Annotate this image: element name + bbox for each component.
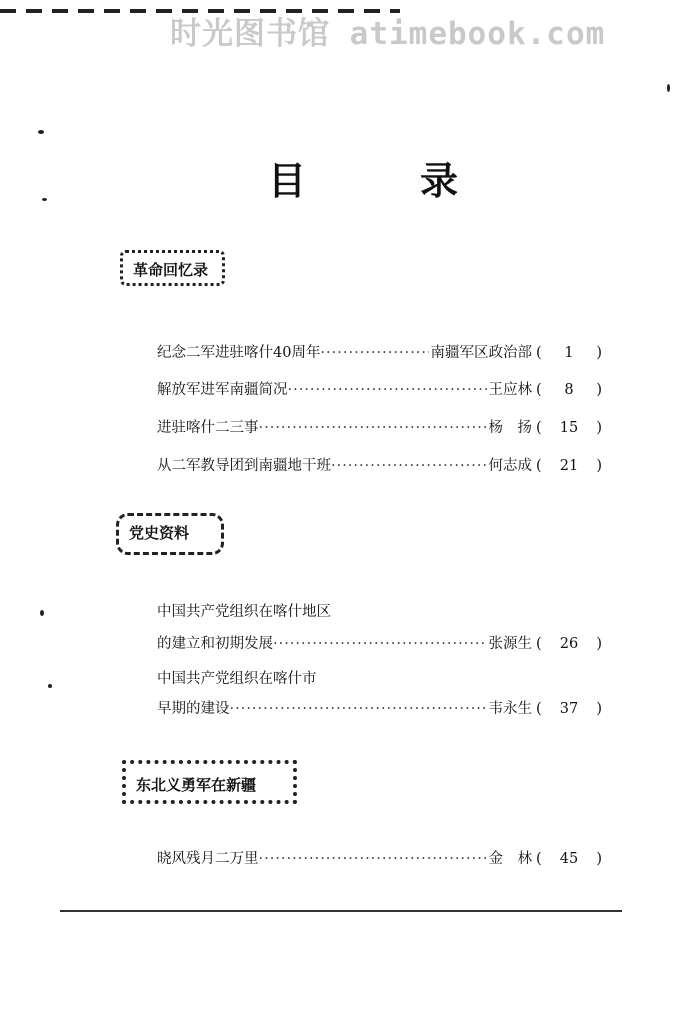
page-number: 8 bbox=[564, 382, 574, 398]
section-heading-northeast-volunteers: 东北义勇军在新疆 bbox=[122, 760, 297, 804]
leader-dots bbox=[230, 701, 487, 717]
page-title bbox=[268, 150, 458, 205]
scan-speck bbox=[48, 684, 52, 688]
entry-page: ( 8 ) bbox=[536, 382, 602, 398]
entry-title-line1: 中国共产党组织在喀什地区 bbox=[157, 604, 331, 620]
leader-dots bbox=[259, 420, 487, 436]
entry-title: 解放军进军南疆简况 bbox=[157, 382, 288, 398]
page-number: 45 bbox=[559, 851, 579, 867]
leader-dots bbox=[273, 636, 487, 652]
entry-page: ( 37 ) bbox=[536, 701, 602, 717]
page-number: 37 bbox=[559, 701, 579, 717]
toc-entry[interactable] bbox=[157, 454, 602, 475]
entry-title: 的建立和初期发展 bbox=[157, 636, 273, 652]
entry-title: 早期的建设 bbox=[157, 701, 230, 717]
entry-page: ( 45 ) bbox=[536, 851, 602, 867]
leader-dots bbox=[288, 382, 487, 398]
toc-entry[interactable] bbox=[157, 416, 602, 437]
entry-author: 何志成 bbox=[488, 458, 532, 474]
entry-page: ( 15 ) bbox=[536, 420, 602, 436]
scan-speck bbox=[42, 198, 47, 201]
entry-page: ( 1 ) bbox=[536, 345, 602, 361]
page-number: 21 bbox=[559, 458, 579, 474]
scan-speck bbox=[667, 84, 670, 92]
entry-author: 杨 扬 bbox=[488, 420, 532, 436]
toc-entry[interactable] bbox=[157, 378, 602, 399]
entry-author: 张源生 bbox=[488, 636, 532, 652]
scan-speck bbox=[38, 130, 44, 134]
section-heading-party-history: 党史资料 bbox=[116, 513, 224, 555]
entry-author: 南疆军区政治部 bbox=[430, 345, 532, 361]
title-char-1: 目 bbox=[268, 159, 307, 203]
page-number: 1 bbox=[564, 345, 574, 361]
bottom-rule bbox=[60, 910, 622, 912]
entry-author: 韦永生 bbox=[488, 701, 532, 717]
watermark-text: 时光图书馆 atimebook.com bbox=[170, 16, 606, 52]
leader-dots bbox=[320, 345, 428, 361]
toc-entry[interactable] bbox=[157, 847, 602, 868]
entry-author: 金 林 bbox=[488, 851, 532, 867]
scan-speck bbox=[40, 610, 44, 616]
entry-page: ( 26 ) bbox=[536, 636, 602, 652]
entry-title: 进驻喀什二三事 bbox=[157, 420, 259, 436]
title-char-2: 录 bbox=[419, 159, 458, 203]
toc-entry[interactable] bbox=[157, 341, 602, 362]
page-number: 15 bbox=[559, 420, 579, 436]
leader-dots bbox=[259, 851, 487, 867]
leader-dots bbox=[331, 458, 487, 474]
toc-entry[interactable] bbox=[157, 697, 602, 718]
page-number: 26 bbox=[559, 636, 579, 652]
toc-entry[interactable] bbox=[157, 632, 602, 653]
entry-title-line1: 中国共产党组织在喀什市 bbox=[157, 671, 317, 687]
entry-author: 王应林 bbox=[488, 382, 532, 398]
entry-title: 从二军教导团到南疆地干班 bbox=[157, 458, 331, 474]
entry-title: 纪念二军进驻喀什40周年 bbox=[157, 345, 321, 361]
entry-title: 晓风残月二万里 bbox=[157, 851, 259, 867]
section-heading-revolution-memoirs: 革命回忆录 bbox=[120, 250, 225, 286]
entry-page: ( 21 ) bbox=[536, 458, 602, 474]
